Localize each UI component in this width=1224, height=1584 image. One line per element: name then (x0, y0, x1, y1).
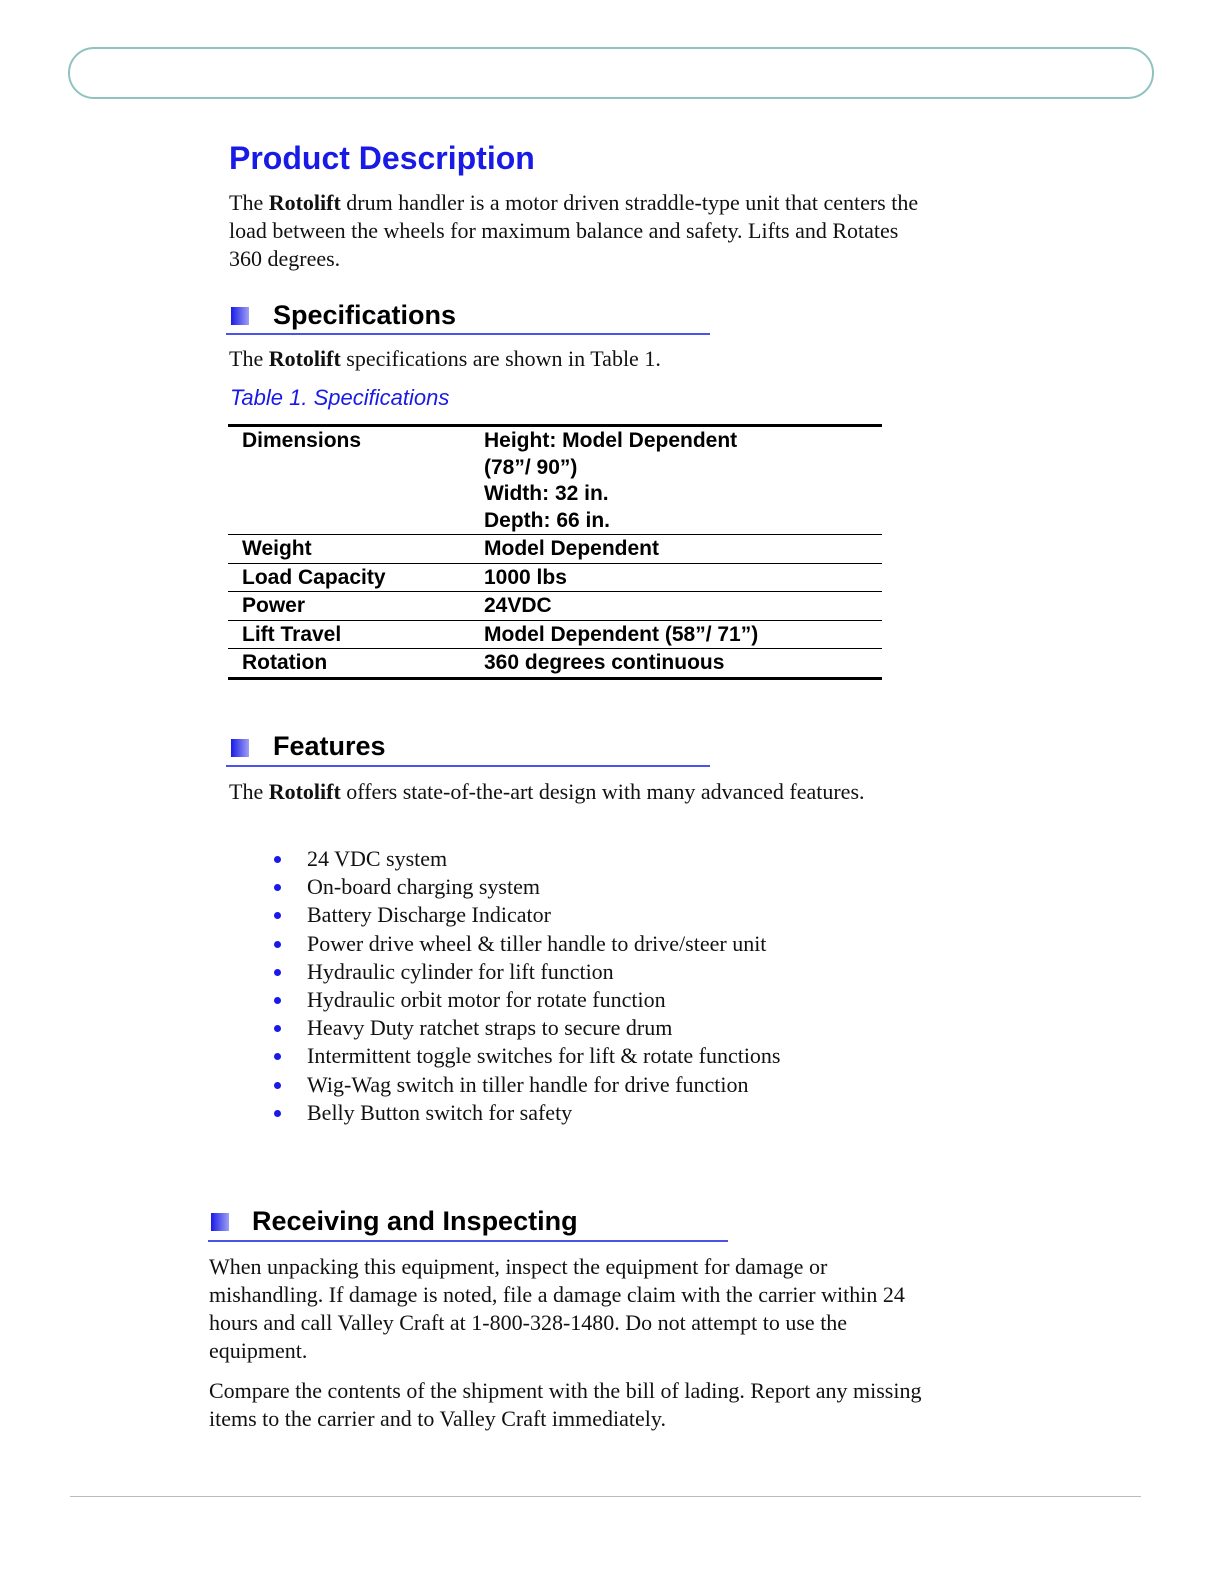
table-row (228, 592, 882, 621)
table-caption: Table 1. Specifications (230, 385, 450, 410)
spec-label: Rotation (242, 651, 328, 674)
spec-value-line: Model Dependent (484, 537, 660, 560)
specifications-text: The Rotolift specifications are shown in Table 1. (229, 346, 661, 371)
list-item (272, 986, 781, 1014)
section-rule (208, 1240, 728, 1242)
spec-label: Dimensions (228, 426, 484, 535)
table-row (228, 620, 882, 649)
spec-value-line: 1000 lbs (484, 565, 567, 589)
receiving-paragraph-1: When unpacking this equipment, inspect the equipment for damage or mishandling. If damage is noted, file a damage claim with the carrier within 24 hours and call Valley Craft at 1-800-328-1480. Do not attempt to use the equipment. (209, 1254, 905, 1363)
list-item-text: On-board charging system (307, 874, 540, 900)
table-row (228, 426, 882, 535)
list-item (272, 958, 781, 986)
spec-label: Lift Travel (228, 620, 484, 649)
list-item-text: 24 VDC system (307, 846, 448, 871)
spec-value-line: Depth: 66 in. (484, 508, 611, 532)
list-item-text: Battery Discharge Indicator (307, 902, 551, 928)
list-item-text: Intermittent toggle switches for lift & rotate functions (307, 1043, 781, 1069)
list-item (272, 873, 781, 901)
section-rule (226, 765, 710, 767)
specifications-heading: Specifications (273, 300, 457, 330)
bullet-icon (274, 1025, 281, 1032)
receiving-paragraph-2: Compare the contents of the shipment with the bill of lading. Report any missing items to the carrier and to Valley Craft immediately. (209, 1378, 922, 1431)
spec-value-line: Height: Model Dependent (484, 429, 738, 452)
list-item-text: Hydraulic cylinder for lift function (307, 958, 614, 984)
list-item-text: Belly Button switch for safety (307, 1099, 573, 1125)
page-title: Product Description (229, 140, 535, 176)
list-item (272, 1071, 781, 1099)
bullet-icon (274, 912, 281, 919)
list-item-text: Wig-Wag switch in tiller handle for drive function (307, 1071, 749, 1097)
features-list (272, 845, 781, 1127)
section-rule (226, 333, 710, 335)
spec-value (484, 426, 882, 535)
bullet-icon (274, 969, 281, 976)
features-heading: Features (273, 731, 386, 761)
section-square-icon (231, 307, 249, 325)
page-header-box (68, 47, 1154, 99)
section-square-icon (231, 739, 249, 757)
list-item (272, 845, 781, 873)
table-row (228, 649, 882, 679)
spec-label: Weight (228, 535, 484, 564)
bullet-icon (274, 1110, 281, 1117)
list-item (272, 901, 781, 929)
list-item (272, 1099, 781, 1127)
spec-value (484, 563, 882, 592)
bullet-icon (274, 884, 281, 891)
list-item (272, 1042, 781, 1070)
spec-value (484, 592, 882, 621)
spec-label: Power (228, 592, 484, 621)
table-row (228, 563, 882, 592)
bullet-icon (274, 856, 281, 863)
specifications-table (228, 424, 882, 680)
spec-value (484, 649, 882, 679)
list-item-text: Power drive wheel & tiller handle to drive/steer unit (307, 930, 767, 956)
bullet-icon (274, 1053, 281, 1060)
spec-value-line: Width: 32 in. (484, 482, 609, 505)
spec-value-line: Model Dependent (58”/ 71”) (484, 622, 759, 646)
list-item-text: Hydraulic orbit motor for rotate function (307, 987, 666, 1013)
list-item-text: Heavy Duty ratchet straps to secure drum (307, 1015, 673, 1041)
list-item (272, 1014, 781, 1042)
footer-rule (70, 1496, 1141, 1497)
spec-value-line: (78”/ 90”) (484, 455, 578, 479)
section-square-icon (211, 1213, 229, 1231)
spec-value (484, 620, 882, 649)
table-row (228, 535, 882, 564)
intro-paragraph: The Rotolift drum handler is a motor driven straddle-type unit that centers the load between the wheels for maximum balance and safety. Lifts and Rotates 360 degrees. (229, 190, 919, 271)
spec-value-line: 24VDC (484, 594, 552, 617)
bullet-icon (274, 1082, 281, 1089)
spec-value (484, 535, 882, 564)
receiving-heading: Receiving and Inspecting (252, 1206, 578, 1236)
spec-label: Load Capacity (228, 563, 484, 592)
bullet-icon (274, 997, 281, 1004)
bullet-icon (274, 941, 281, 948)
features-text: The Rotolift offers state-of-the-art design with many advanced features. (229, 779, 865, 804)
list-item (272, 930, 781, 958)
spec-value-line: 360 degrees continuous (484, 651, 725, 674)
